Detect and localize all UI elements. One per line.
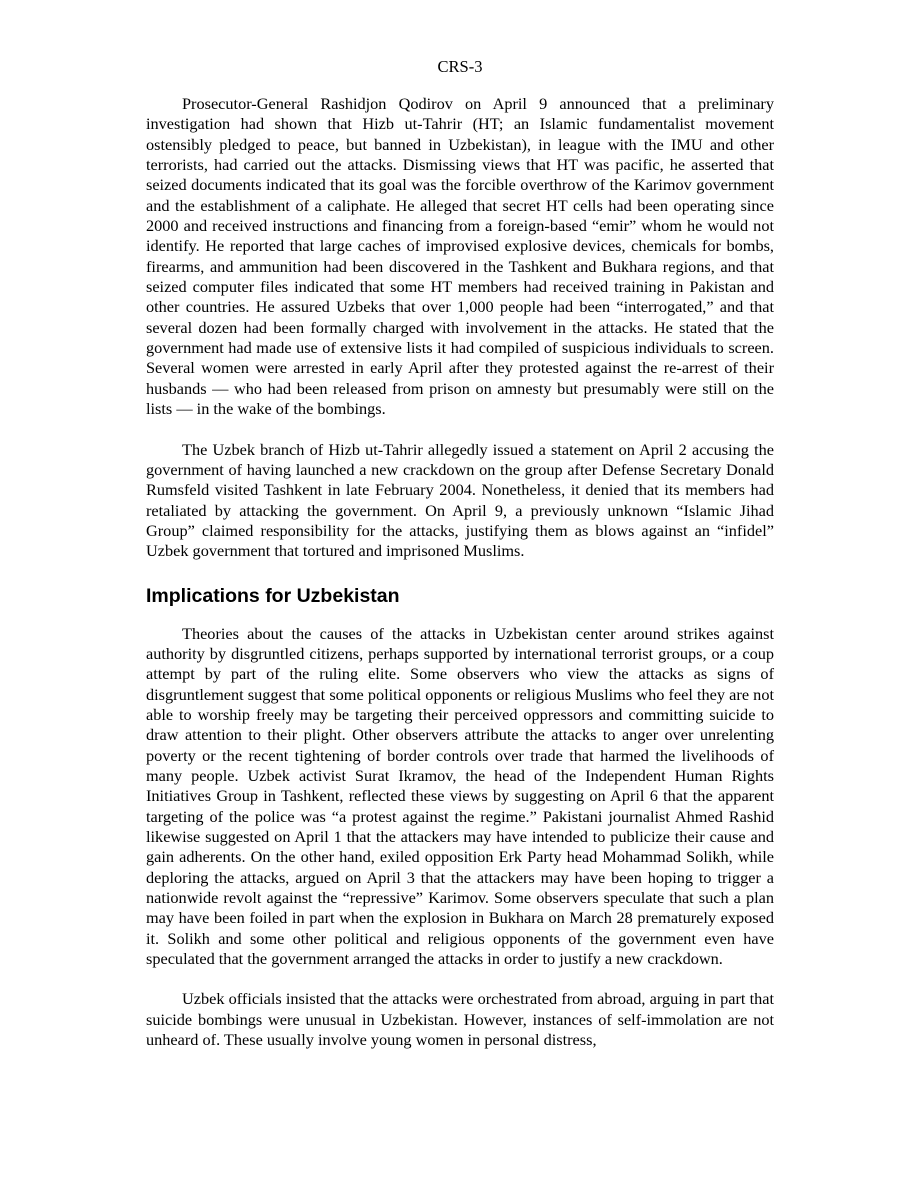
paragraph-hizb-ut-tahrir-statement: The Uzbek branch of Hizb ut-Tahrir allegedly issued a statement on April 2 accusing the government of having launched a new crackdown on the group after Defense Secretary Donald Rumsfeld visited Tashkent in late February 2004. Nonetheless, it denied that its members had retaliated by attacking the government. On April 9, a previously unknown “Islamic Jihad Group” claimed responsibility for the attacks, justifying them as blows against an “infidel” Uzbek government that tortured and imprisoned Muslims.	[146, 439, 774, 561]
paragraph-prosecutor-announcement: Prosecutor-General Rashidjon Qodirov on April 9 announced that a preliminary investigation had shown that Hizb ut-Tahrir (HT; an Islamic fundamentalist movement ostensibly pledged to peace, but banned in Uzbekistan), in league with the IMU and other terrorists, had carried out the attacks. Dismissing views that HT was pacific, he asserted that seized documents indicated that its goal was the forcible overthrow of the Karimov government and the establishment of a caliphate. He alleged that secret HT cells had been operating since 2000 and received instructions and financing from a foreign-based “emir” whom he would not identify. He reported that large caches of improvised explosive devices, chemicals for bombs, firearms, and ammunition had been discovered in the Tashkent and Bukhara regions, and that seized computer files indicated that some HT members had received training in Pakistan and other countries. He assured Uzbeks that over 1,000 people had been “interrogated,” and that several dozen had been formally charged with involvement in the attacks. He stated that the government had made use of extensive lists it had compiled of suspicious individuals to screen. Several women were arrested in early April after they protested against the re-arrest of their husbands — who had been released from prison on amnesty but presumably were still on the lists — in the wake of the bombings.	[146, 94, 774, 419]
page-content	[146, 94, 774, 1050]
paragraph-theories: Theories about the causes of the attacks in Uzbekistan center around strikes against authority by disgruntled citizens, perhaps supported by international terrorist groups, or a coup attempt by part of the ruling elite. Some observers who view the attacks as signs of disgruntlement suggest that some political opponents or religious Muslims who feel they are not able to worship freely may be targeting their perceived oppressors and committing suicide to draw attention to their plight. Other observers attribute the attacks to anger over unrelenting poverty or the recent tightening of border controls over trade that harmed the livelihoods of many people. Uzbek activist Surat Ikramov, the head of the Independent Human Rights Initiatives Group in Tashkent, reflected these views by suggesting on April 6 that the apparent targeting of the police was “a protest against the regime.” Pakistani journalist Ahmed Rashid likewise suggested on April 1 that the attackers may have intended to publicize their cause and gain adherents. On the other hand, exiled opposition Erk Party head Mohammad Solikh, while deploring the attacks, argued on April 3 that the attackers may have been hoping to trigger a nationwide revolt against the “repressive” Karimov. Some observers speculate that such a plan may have been foiled in part when the explosion in Bukhara on March 28 prematurely exposed it. Solikh and some other political and religious opponents of the government even have speculated that the government arranged the attacks in order to justify a new crackdown.	[146, 623, 774, 969]
page-number: CRS-3	[437, 57, 483, 76]
section-heading: Implications for Uzbekistan	[146, 584, 400, 607]
paragraph-officials: Uzbek officials insisted that the attacks were orchestrated from abroad, arguing in part that suicide bombings were unusual in Uzbekistan. However, instances of self-immolation are not unheard of. These usually involve young women in personal distress,	[146, 989, 774, 1050]
